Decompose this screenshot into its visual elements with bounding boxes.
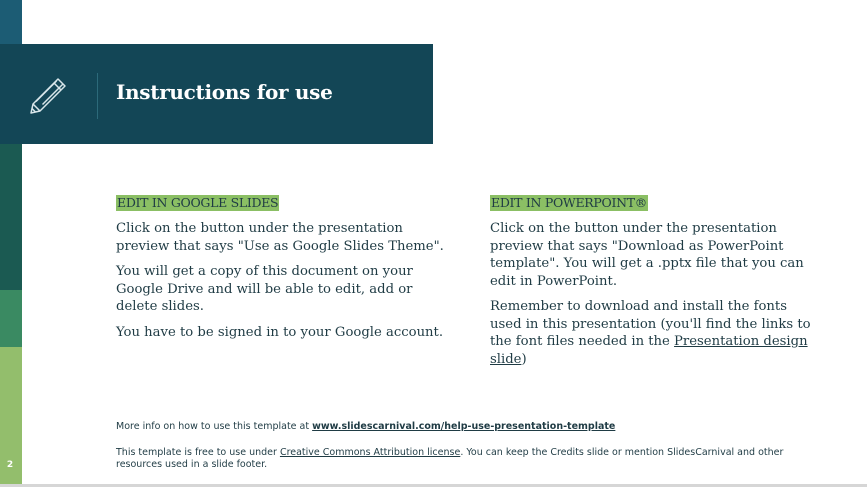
footer-license-end: . You can keep the Credits slide or mention SlidesCarnival and other resources used in a slide footer.: [116, 447, 784, 470]
google-slides-section: [116, 195, 446, 349]
page-title: Instructions for use: [116, 80, 333, 104]
google-para-3: You have to be signed in to your Google account.: [116, 324, 444, 340]
powerpoint-para-2-end: ): [521, 351, 527, 367]
google-slides-heading: EDIT IN GOOGLE SLIDES: [117, 195, 279, 210]
header-divider: [97, 73, 98, 119]
presentation-design-slide-link[interactable]: Presentation design slide: [490, 334, 808, 367]
powerpoint-section: [490, 195, 820, 376]
accent-strip-teal: [0, 0, 22, 44]
footer-license-text: This template is free to use under: [116, 447, 280, 458]
accent-strip-mid-green: [0, 290, 22, 347]
google-para-1: Click on the button under the presentation preview that says "Use as Google Slides Theme".: [116, 221, 444, 254]
powerpoint-heading: EDIT IN POWERPOINT®: [491, 195, 647, 210]
creative-commons-link[interactable]: Creative Commons Attribution license: [279, 447, 461, 458]
accent-strip-dark-green: [0, 144, 22, 290]
slidescarnival-help-link[interactable]: www.slidescarnival.com/help-use-presentation-template: [312, 421, 616, 432]
footer-more-info: [116, 421, 816, 433]
google-para-2: You will get a copy of this document on your Google Drive and will be able to edit, add or delete slides.: [116, 264, 413, 314]
powerpoint-para-1: Click on the button under the presentation preview that says "Download as PowerPoint template". You will get a .pptx file that you can edit in PowerPoint.: [490, 221, 804, 289]
powerpoint-para-2-text: Remember to download and install the fonts used in this presentation (you'll find the links to the font files needed in the: [490, 299, 811, 349]
page-number: 2: [6, 460, 14, 470]
footer-license: [116, 447, 816, 471]
footer-more-info-text: More info on how to use this template at: [116, 421, 313, 432]
powerpoint-para-2: [490, 298, 820, 368]
pencil-icon: [28, 76, 68, 116]
